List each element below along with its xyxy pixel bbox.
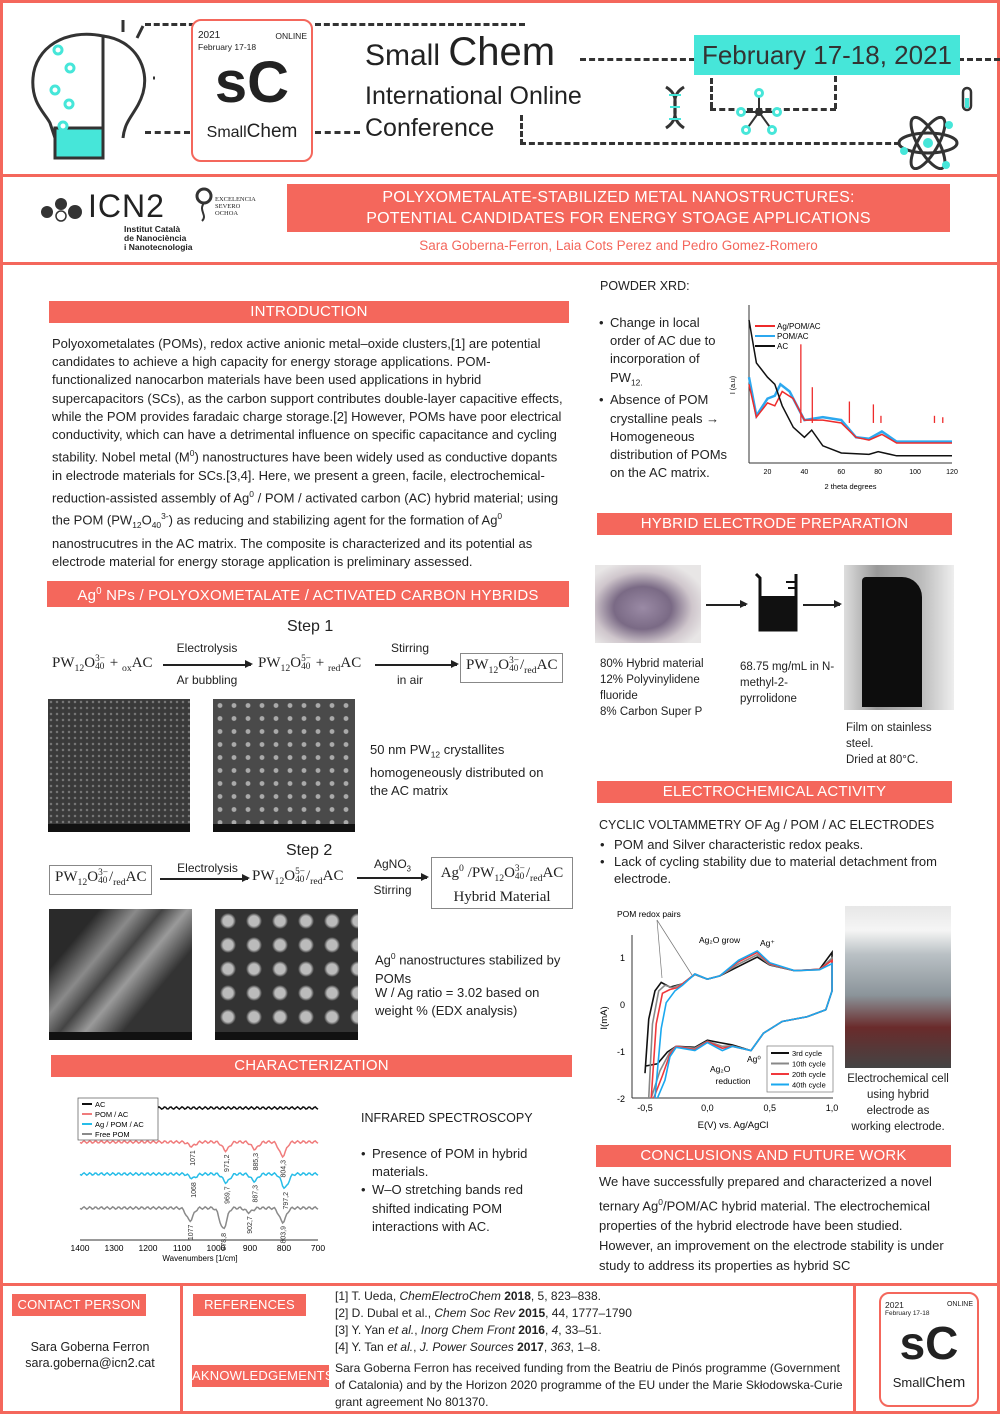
text-segment: + (106, 655, 122, 671)
acknowledgements-text: Sara Goberna Ferron has received funding from the Beatriu de Pinós programme (Government of Catalonia) and by the Horizon 2020 programme of the EU under the Marie Skłodowska-Curie grant agreement No 801370. (335, 1361, 843, 1409)
text-segment: AC (125, 869, 147, 885)
conclusions-body (599, 1172, 951, 1276)
text-segment: crystallites homogeneously distributed on the AC matrix (370, 742, 544, 798)
text-segment: 2018 (500, 1289, 531, 1303)
ir-bullet: • Presence of POM in hybrid materials. (361, 1145, 561, 1181)
text-segment: 12 (274, 876, 285, 887)
text-segment: 3 (406, 864, 412, 874)
mortar-photo (595, 565, 701, 643)
step2-caption1 (375, 947, 575, 988)
severo-ochoa-seal-icon (194, 187, 214, 223)
atom-icon (896, 115, 960, 170)
text-segment: 4 (551, 1323, 559, 1337)
conf-line3: Conference (365, 114, 495, 142)
step2-arrow1 (160, 878, 248, 880)
step2-product-label: Hybrid Material (453, 889, 551, 905)
xrd-x-label: 2 theta degrees (824, 482, 877, 491)
seal-line1: EXCELENCIA (215, 196, 256, 203)
text-segment: red (310, 876, 323, 887)
acknowledgements-heading: AKNOWLEDGEMENTS (192, 1365, 329, 1387)
text-segment: PW (252, 868, 275, 884)
text-segment: AC (322, 868, 344, 884)
poster-title (287, 184, 950, 232)
logo-dates: February 17-18 (198, 42, 257, 52)
text-segment: AC (536, 657, 558, 673)
text-segment: Ag (77, 587, 97, 604)
text-segment: 0 (390, 951, 396, 961)
ir-peak-label: 969,7 (224, 1186, 232, 1204)
text-segment: , (544, 1323, 552, 1337)
ir-x-tick: 1000 (206, 1243, 226, 1253)
ir-peak-label: 1077 (187, 1224, 195, 1241)
step2-product-formula (437, 860, 567, 888)
text-segment: / (520, 657, 525, 673)
xrd-x-tick: 80 (874, 469, 883, 476)
text-segment: 12 (74, 663, 85, 674)
cv-x-tick: -0,5 (637, 1103, 653, 1113)
ir-peak-label: 902,7 (247, 1216, 255, 1234)
conf-title-a: Small (365, 39, 441, 72)
cv-bullet: • POM and Silver characteristic redox peaks. (600, 836, 940, 853)
text-segment: et al. (388, 1323, 415, 1337)
ir-peak-label: 887,3 (252, 1185, 260, 1203)
step1-product (460, 653, 563, 683)
text-segment: We have successfully prepared and characterized a novel ternary Ag (599, 1174, 932, 1214)
text-segment: 0 (249, 488, 254, 499)
header-dashline (315, 131, 360, 134)
text-segment: red (327, 663, 341, 674)
logo-symbol: sC (899, 1317, 959, 1369)
text-segment: 3- (161, 511, 169, 522)
xrd-x-tick: 100 (909, 469, 921, 476)
text-segment: O (84, 655, 96, 671)
conclusions-heading: CONCLUSIONS AND FUTURE WORK (596, 1145, 951, 1167)
text-segment: ChemElectroChem (399, 1289, 501, 1303)
text-segment: et al. (387, 1340, 414, 1354)
text-segment: 5− 40 (295, 867, 305, 885)
text-segment: PW (466, 657, 489, 673)
text-segment: Polyoxometalates (POMs), redox active anionic metal–oxide clusters,[1] are potential candidates to achieve a high capacity for energy storage applications. POM-functionalized nanocarbon materials have been used applications in hybrid supercapacitors (SCs), as the carbon support contributes double-layer capacitive effects, while the POM provides faradaic charge storage.[2] However, POMs have poor electrical conductivity, which can have a detrimental influence on specific capacitance and cycling stability. Nobel metal (M (52, 336, 563, 465)
characterization-heading: CHARACTERIZATION (51, 1055, 572, 1077)
smallchem-logo-footer (879, 1292, 979, 1407)
text-segment: 0 (497, 511, 503, 522)
text-segment: , 33–51. (558, 1323, 602, 1337)
ir-series-1 (80, 1141, 318, 1157)
intro-body (52, 335, 570, 571)
text-segment: red (113, 877, 126, 888)
ir-peak-label: 804,3 (280, 1160, 288, 1178)
ir-peak-label: 971,2 (223, 1154, 231, 1172)
intro-heading: INTRODUCTION (49, 301, 569, 323)
process-arrow (706, 604, 746, 606)
composition-line: 80% Hybrid material (600, 658, 704, 670)
xrd-bullets (599, 314, 729, 482)
xrd-series-0 (749, 384, 952, 443)
text-segment: AC (542, 865, 564, 881)
logo-name-b: Chem (246, 121, 298, 142)
text-segment: Absence of POM crystalline peals → Homogeneous distribution of POMs on the AC matrix. (610, 392, 728, 481)
step1-title: Step 1 (287, 618, 334, 635)
seal-line2: SEVERO (215, 203, 241, 210)
text-segment: NPs / POLYOXOMETALATE / ACTIVATED CARBON HYBRIDS (101, 587, 539, 604)
ir-legend-label: Free POM (95, 1130, 130, 1139)
step2-arrow2-top (360, 857, 425, 873)
ir-peak-label: 1068 (190, 1182, 198, 1198)
text-segment: O (290, 655, 302, 671)
cv-annotation: POM redox pairs (617, 909, 681, 919)
cv-annotation-pointer (657, 920, 692, 975)
text-segment: 12 (494, 873, 505, 884)
ir-peak-label: 797,2 (282, 1192, 290, 1210)
logo-symbol: sC (214, 50, 290, 115)
xrd-bullet (599, 314, 729, 391)
cv-y-tick: 0 (619, 1000, 625, 1010)
text-segment: PW (258, 655, 281, 671)
header-dashline (710, 78, 713, 108)
text-segment: 0 (658, 1197, 663, 1207)
contact-heading: CONTACT PERSON (12, 1294, 146, 1316)
step1-arrow2-bottom: in air (396, 673, 423, 687)
references-list (335, 1288, 632, 1356)
header-dashline (834, 76, 837, 109)
sem-image-step2-high-mag (215, 909, 358, 1040)
logo-year: 2021 (198, 30, 221, 41)
ir-bullets (361, 1145, 561, 1236)
process-arrow (803, 604, 840, 606)
step2-reactant (49, 865, 152, 895)
text-segment: 2017 (513, 1340, 544, 1354)
text-segment: 363 (550, 1340, 571, 1354)
reference-item (335, 1305, 632, 1322)
cv-x-tick: 0,0 (701, 1103, 714, 1113)
footer-divider (180, 1284, 183, 1414)
hybrids-heading (47, 581, 569, 607)
sem-image-step1-low-mag (48, 699, 190, 832)
text-segment: , 1–8. (570, 1340, 601, 1354)
text-segment: 12 (280, 663, 291, 674)
text-segment: AgNO (373, 857, 407, 871)
text-segment: Ag (375, 952, 391, 968)
ir-x-tick: 900 (242, 1243, 258, 1253)
ir-legend-label: AC (95, 1100, 106, 1109)
text-segment: + (312, 655, 328, 671)
electrochem-heading: ELECTROCHEMICAL ACTIVITY (597, 781, 952, 803)
step2-title: Step 2 (286, 842, 333, 859)
text-segment: J. Power Sources (419, 1340, 514, 1354)
composition-line: 8% Carbon Super P (600, 706, 703, 718)
step1-reactant (52, 655, 153, 674)
cv-legend-label: 10th cycle (792, 1059, 826, 1069)
text-segment: 12 (488, 665, 499, 676)
logo-name-a: Small (206, 124, 247, 141)
text-segment: Change in local order of AC due to incorporation of PW (610, 315, 716, 385)
ir-legend-label: Ag / POM / AC (95, 1120, 144, 1129)
lightbulb-brain-icon (25, 18, 155, 163)
cv-y-label: I(mA) (599, 1006, 610, 1030)
sem-image-step1-high-mag (213, 699, 355, 832)
ir-bullet: • W–O stretching bands red shifted indicating POM interactions with AC. (361, 1181, 561, 1236)
xrd-heading: POWDER XRD: (600, 279, 690, 293)
xrd-legend-label: POM/AC (777, 332, 809, 341)
header-dashline (520, 115, 523, 145)
header-dashline (958, 58, 1000, 61)
composition-line: 12% Polyvinylidene fluoride (600, 674, 700, 702)
xrd-bullet (599, 391, 729, 482)
text-segment: O (504, 865, 515, 881)
poster-title-line1: POLYXOMETALATE-STABILIZED METAL NANOSTRUCTURES: (382, 189, 855, 206)
text-segment: ox (121, 663, 132, 674)
text-segment: O (141, 512, 152, 528)
cv-annotation: Ag₂O (710, 1064, 731, 1074)
electrode-heading: HYBRID ELECTRODE PREPARATION (597, 513, 952, 535)
header-dashline (145, 131, 190, 134)
text-segment: 40 (151, 520, 162, 531)
text-segment: ) as reducing and stabilizing agent for the formation of Ag (168, 512, 498, 528)
text-segment: 50 nm PW (370, 742, 431, 757)
text-segment: 3− 40 (509, 656, 519, 674)
text-segment: PW (52, 655, 75, 671)
ir-title: INFRARED SPECTROSCOPY (361, 1111, 533, 1125)
cv-chart (595, 900, 840, 1140)
logo-dates: February 17-18 (885, 1310, 930, 1317)
xrd-y-label: I (a.u) (730, 375, 737, 395)
text-segment: , (414, 1323, 421, 1337)
ir-x-tick: 1400 (70, 1243, 90, 1253)
ir-chart (60, 1090, 330, 1270)
text-segment: [4] Y. Tan (335, 1340, 388, 1354)
ir-x-tick: 700 (310, 1243, 326, 1253)
cv-x-tick: 1,0 (825, 1103, 839, 1113)
cv-annotation: Ag⁺ (760, 938, 775, 948)
icn2-sub2: de Nanociència (124, 233, 187, 243)
dried-caption: Dried at 80°C. (846, 754, 919, 766)
text-segment: O (87, 869, 99, 885)
text-segment: 2015 (515, 1306, 546, 1320)
text-segment: / (109, 869, 114, 885)
electrode-composition (600, 656, 720, 720)
step2-caption2: W / Ag ratio = 3.02 based on weight % (EDX analysis) (375, 985, 540, 1019)
step2-arrow1-top: Electrolysis (177, 861, 238, 875)
step1-arrow2-top: Stirring (390, 641, 429, 655)
text-segment: /PW (463, 865, 495, 881)
cell-caption: Electrochemical cell using hybrid electrode as working electrode. (847, 1073, 949, 1133)
icn2-sub1: Institut Català (124, 224, 181, 234)
text-segment: , (413, 1340, 420, 1354)
cv-bullet: • Lack of cycling stability due to material detachment from electrode. (600, 853, 940, 887)
step1-arrow1 (163, 664, 251, 666)
smallchem-logo (191, 19, 313, 162)
text-segment: nanostructures stabilized by POMs (375, 952, 561, 986)
text-segment: Chem Soc Rev (434, 1306, 516, 1320)
ir-peak-label: 1071 (189, 1150, 197, 1166)
text-segment: 2016 (514, 1323, 545, 1337)
conf-title-b: Chem (448, 30, 556, 74)
cv-annotation-pointer (657, 920, 662, 978)
xrd-chart (725, 300, 960, 500)
poster-authors: Sara Goberna-Ferron, Laia Cots Perez and Pedro Gomez-Romero (419, 238, 818, 253)
logo-name-b: Chem (925, 1374, 966, 1391)
cv-legend-label: 40th cycle (792, 1080, 826, 1090)
icn2-logo-icon (35, 192, 90, 222)
step2-arrow2-bottom: Stirring (373, 883, 412, 897)
header-dashline (315, 23, 525, 26)
cv-y-tick: -1 (616, 1047, 625, 1057)
text-segment: AC (340, 655, 362, 671)
cv-legend-label: 20th cycle (792, 1070, 826, 1079)
film-caption: Film on stainless steel. (846, 722, 932, 750)
text-segment: 12 (132, 520, 142, 531)
text-segment: red (524, 665, 537, 676)
ir-x-label: Wavenumbers [1/cm] (162, 1254, 238, 1263)
logo-year: 2021 (885, 1300, 904, 1310)
cv-y-tick: -2 (616, 1094, 625, 1104)
reference-item (335, 1339, 632, 1356)
contact-name: Sara Goberna Ferron (30, 1340, 150, 1354)
text-segment: 3− 40 (514, 864, 525, 882)
text-segment: Inorg Chem Front (420, 1323, 515, 1337)
text-segment: 3− 40 (98, 868, 108, 886)
ir-x-tick: 1300 (104, 1243, 124, 1253)
film-photo (844, 565, 954, 710)
molecule-icon (734, 88, 784, 136)
text-segment: /POM/AC hybrid material. The electrochemical properties of the hybrid electrode have been studied. However, an improvement on the electrode stability is under study to address its properties as hybrid SC (599, 1198, 944, 1274)
logo-online: ONLINE (946, 1301, 973, 1308)
text-segment: Ag (440, 865, 460, 881)
header-dashline (580, 58, 695, 61)
ir-x-tick: 1100 (172, 1243, 192, 1253)
ir-legend-label: POM / AC (95, 1110, 129, 1119)
text-segment: 12 (430, 749, 441, 760)
xrd-x-tick: 40 (800, 469, 809, 476)
text-segment: O (498, 657, 510, 673)
electrode-concentration: 68.75 mg/mL in N-methyl-2-pyrrolidone (740, 661, 835, 705)
text-segment: O (284, 868, 296, 884)
cv-y-tick: 1 (619, 953, 625, 963)
text-segment: 5− 40 (301, 654, 311, 672)
text-segment: , 5, 823–838. (530, 1289, 601, 1303)
cv-x-tick: 0,5 (763, 1103, 776, 1113)
text-segment: AC (131, 655, 153, 671)
step1-intermediate (258, 655, 361, 674)
step2-arrow2 (357, 877, 427, 879)
icn2-sub3: i Nanotecnologia (124, 242, 193, 252)
contact-email: sara.goberna@icn2.cat (25, 1356, 155, 1370)
references-heading: REFERENCES (193, 1294, 306, 1316)
beaker-icon (752, 570, 802, 635)
step1-arrow1-bottom: Ar bubbling (176, 673, 238, 687)
cv-annotation: Ag⁰ (747, 1054, 761, 1064)
text-segment: nanostrucutres in the AC matrix. The composite is characterized and its potential as electrode material for energy storage application is preliminary assessed. (52, 535, 533, 569)
logo-name-a: Small (892, 1375, 926, 1390)
text-segment: [3] Y. Yan (335, 1323, 389, 1337)
text-segment: 0 (96, 586, 102, 597)
xrd-x-tick: 120 (946, 469, 958, 476)
cv-legend-label: 3rd cycle (792, 1049, 823, 1058)
header-dashline (520, 142, 900, 145)
cv-annotation: reduction (715, 1076, 751, 1086)
text-segment: / (525, 865, 530, 881)
footer-divider (853, 1284, 856, 1414)
ir-peak-label: 803,9 (280, 1226, 288, 1244)
text-segment: 3− 40 (95, 654, 105, 672)
poster-title-line2: POTENTIAL CANDIDATES FOR ENERGY STOAGE APPLICATIONS (366, 210, 871, 227)
ir-x-tick: 800 (276, 1243, 292, 1253)
cv-x-label: E(V) vs. Ag/AgCl (697, 1120, 769, 1131)
date-badge: February 17-18, 2021 (694, 35, 960, 75)
text-segment: , (543, 1340, 551, 1354)
text-segment: / (306, 868, 311, 884)
cv-annotation: Ag₂O grow (699, 935, 741, 945)
reference-item (335, 1288, 632, 1305)
conf-line2: International Online (365, 82, 582, 110)
step1-arrow2 (375, 664, 457, 666)
ir-peak-label: 978,8 (221, 1233, 229, 1251)
step2-product (431, 857, 573, 909)
text-segment: [1] T. Ueda, (335, 1289, 400, 1303)
text-segment: / POM / activated carbon (AC) hybrid material; using the POM (PW (52, 490, 559, 528)
cv-subtitle: CYCLIC VOLTAMMETRY OF Ag / POM / AC ELECTRODES (599, 818, 935, 832)
dna-icon (660, 85, 690, 130)
cell-photo (845, 906, 951, 1068)
text-segment: PW (55, 869, 78, 885)
text-segment: 12 (77, 877, 88, 888)
ir-x-tick: 1200 (138, 1243, 158, 1253)
text-segment: red (530, 873, 543, 884)
logo-online: ONLINE (275, 31, 307, 41)
seal-line3: OCHOA (215, 210, 239, 217)
text-segment: [2] D. Dubal et al., (335, 1306, 435, 1320)
xrd-x-tick: 60 (837, 469, 846, 476)
text-segment: 0 (189, 448, 195, 459)
reference-item (335, 1322, 632, 1339)
sem-image-step2-low-mag (49, 909, 192, 1040)
electrode-film (846, 720, 946, 768)
icn2-name: ICN2 (88, 188, 165, 224)
test-tube-icon (958, 86, 978, 114)
text-segment: 0 (459, 863, 464, 874)
xrd-x-tick: 20 (763, 469, 772, 476)
cv-bullets (600, 836, 940, 887)
step2-intermediate (252, 868, 343, 887)
ir-peak-label: 885,3 (252, 1153, 260, 1171)
text-segment: 12. (630, 377, 643, 388)
step1-arrow1-top: Electrolysis (176, 641, 238, 655)
xrd-legend-label: AC (777, 342, 789, 351)
text-segment: ) nanostructures have been widely used as conductive dopants in electrode materials for SCs.[3,4]. Here, we present a green, facile, electrochemical-reduction-assisted assembly of Ag (52, 449, 558, 506)
step1-caption (370, 741, 565, 800)
text-segment: , 44, 1777–1790 (545, 1306, 632, 1320)
xrd-legend-label: Ag/POM/AC (777, 322, 821, 331)
